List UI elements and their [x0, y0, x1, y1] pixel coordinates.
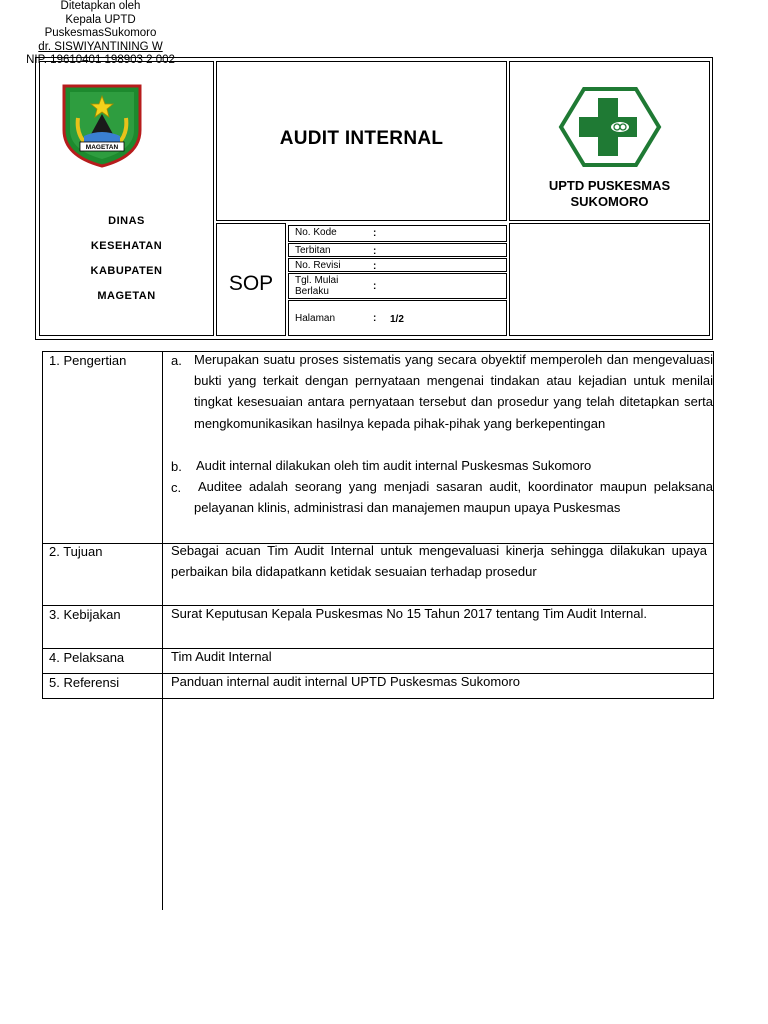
field-label: Terbitan: [295, 245, 331, 256]
dinas-line-4: MAGETAN: [97, 290, 156, 302]
table-border-bottom: [42, 698, 713, 699]
approval-line-3: PuskesmasSukomoro: [44, 27, 157, 39]
pengertian-item-b: Audit internal dilakukan oleh tim audit internal Puskesmas Sukomoro: [196, 458, 592, 473]
field-label: No. Kode: [295, 227, 337, 238]
field-label: Tgl. Mulai: [295, 275, 339, 286]
tujuan-text: Sebagai acuan Tim Audit Internal untuk mengevaluasi kinerja sehingga dilakukan upaya perbaikan bila didapatkann ketidak sesuaian terhadap prosedur: [171, 543, 707, 580]
section-label-tujuan: 2. Tujuan: [49, 544, 103, 559]
section-label-pengertian: 1. Pengertian: [49, 353, 127, 368]
field-label: Berlaku: [295, 286, 329, 297]
approval-line-1: Ditetapkan oleh: [60, 0, 141, 12]
column-divider: [162, 351, 163, 910]
signer-name: dr. SISWIYANTINING W: [38, 40, 163, 53]
field-no-revisi: [288, 258, 507, 272]
field-label: No. Revisi: [295, 260, 341, 271]
field-tgl-mulai-berlaku: [288, 273, 507, 299]
emblem-label: MAGETAN: [85, 144, 119, 151]
section-label-kebijakan: 3. Kebijakan: [49, 607, 121, 622]
list-marker-b: b.: [171, 459, 182, 474]
signer-nip: NIP. 19610401 198903 2 002: [26, 54, 175, 66]
section-label-pelaksana: 4. Pelaksana: [49, 650, 125, 665]
pelaksana-text: Tim Audit Internal: [171, 649, 272, 664]
approval-cell: [509, 223, 710, 336]
field-label: Halaman: [295, 313, 336, 324]
approval-line-2: Kepala UPTD: [65, 13, 136, 26]
dinas-line-2: KESEHATAN: [90, 240, 163, 252]
field-colon: :: [373, 228, 377, 239]
field-colon: :: [373, 313, 377, 324]
puskesmas-logo: [558, 86, 662, 168]
field-colon: :: [373, 281, 377, 292]
dinas-line-1: DINAS: [108, 215, 145, 227]
table-border-left: [42, 351, 43, 699]
magetan-emblem-logo: [56, 78, 148, 168]
halaman-value: 1/2: [390, 314, 404, 325]
kebijakan-text: Surat Keputusan Kepala Puskesmas No 15 Tahun 2017 tentang Tim Audit Internal.: [171, 606, 648, 621]
section-label-referensi: 5. Referensi: [49, 675, 120, 690]
pengertian-item-c: Auditee adalah seorang yang menjadi sasaran audit, koordinator maupun pelaksana pelayanan klinis, administrasi dan manajemen maupun upaya Puskesmas: [194, 479, 713, 516]
field-colon: :: [373, 261, 377, 272]
list-marker-a: a.: [171, 353, 182, 368]
referensi-text: Panduan internal audit internal UPTD Puskesmas Sukomoro: [171, 674, 521, 689]
field-halaman: [288, 300, 507, 336]
field-terbitan: [288, 243, 507, 257]
dinas-line-3: KABUPATEN: [90, 265, 163, 277]
field-colon: :: [373, 246, 377, 257]
org-line-1: UPTD PUSKESMAS: [548, 178, 671, 193]
table-border-right: [713, 351, 714, 699]
document-title: AUDIT INTERNAL: [279, 128, 444, 149]
pengertian-item-a: Merupakan suatu proses sistematis yang secara obyektif memperoleh dan mengevaluasi bukti yang terkait dengan pernyataan mengenai tindakan atau kejadian untuk menilai tingkat kesesuaian antara pernyataan tersebut dan prosedur yang telah ditetapkan serta mengkomunikasikan hasilnya kepada pihak-pihak yang berkepentingan: [194, 352, 713, 431]
org-name: [509, 178, 710, 210]
org-line-2: SUKOMORO: [570, 194, 649, 209]
list-marker-c: c.: [171, 480, 182, 495]
field-no-kode: [288, 225, 507, 242]
sop-label: SOP: [228, 272, 274, 295]
